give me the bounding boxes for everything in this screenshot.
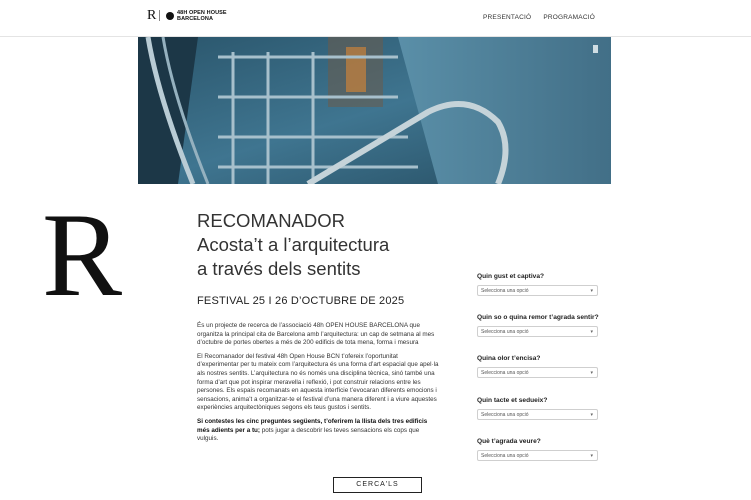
question-label: Quin so o quina remor t’agrada sentir? xyxy=(477,314,599,321)
question-touch xyxy=(477,396,599,420)
question-label: Quina olor t’encisa? xyxy=(477,355,541,362)
intro-text xyxy=(197,322,439,449)
question-label: Quin gust et captiva? xyxy=(477,273,545,280)
main-nav xyxy=(483,14,595,21)
page-title xyxy=(197,209,389,281)
smell-select[interactable] xyxy=(477,367,598,378)
logo-letter[interactable]: R xyxy=(147,8,157,23)
chevron-down-icon: ▾ xyxy=(590,288,593,294)
cta-paragraph xyxy=(197,418,439,444)
nav-programacio[interactable]: PROGRAMACIÓ xyxy=(543,14,595,21)
intro-paragraph-2: El Recomanador del festival 48h Open House BCN t’ofereix l’oportunitat d’experimentar per tu mateix com l’arquitectura és una forma d’art espacial que apel·la als nostres sentits. L’arquitectura no és només una disciplina tècnica, sinó també una forma d’art que pot inspirar meravella i reflexió, i pot construir relacions entre les persones. Els espais recomanats en aquesta interfície t’evocaran diferents emocions i sensacions, anima’t a organitzar-te el festival d’una manera diferent i a viure aquestes experiències arquitectòniques segons els teus gustos i sentits. xyxy=(197,352,439,412)
logo-separator xyxy=(159,10,160,21)
question-smell xyxy=(477,354,599,378)
chevron-down-icon: ▾ xyxy=(590,412,593,418)
touch-select[interactable] xyxy=(477,409,598,420)
nav-presentacio[interactable]: PRESENTACIÓ xyxy=(483,14,532,21)
open-house-logo-icon[interactable] xyxy=(166,12,174,20)
title-line-1: RECOMANADOR xyxy=(197,210,346,231)
cta-rest: pots jugar a descobrir les teves sensacions els cops que vulguis. xyxy=(197,426,420,443)
question-label: Què t’agrada veure? xyxy=(477,438,541,445)
title-line-3: a través dels sentits xyxy=(197,258,361,279)
search-buildings-button[interactable]: CERCA'LS xyxy=(333,477,422,493)
select-placeholder: Selecciona una opció xyxy=(481,329,529,335)
festival-dates: FESTIVAL 25 I 26 D’OCTUBRE DE 2025 xyxy=(197,295,405,307)
org-line-1: 48H OPEN HOUSE xyxy=(177,10,227,16)
staircase-handrail-photo xyxy=(138,37,611,184)
cta-bold: Si contestes les cinc preguntes següents, t’oferirem la llista dels tres edificis més adients per a tu; xyxy=(197,417,428,434)
question-label: Quin tacte et sedueix? xyxy=(477,397,548,404)
select-placeholder: Selecciona una opció xyxy=(481,370,529,376)
question-sound xyxy=(477,313,599,337)
recomanador-big-letter: R xyxy=(42,188,123,321)
question-taste xyxy=(477,272,599,296)
sight-select[interactable] xyxy=(477,450,598,461)
select-placeholder: Selecciona una opció xyxy=(481,412,529,418)
taste-select[interactable] xyxy=(477,285,598,296)
intro-paragraph-1: És un projecte de recerca de l’associació 48h OPEN HOUSE BARCELONA que organitza la principal cita de Barcelona amb l’arquitectura: un cap de setmana al mes d’octubre de portes obertes a més de 200 edificis de tota mena, forma i mesura xyxy=(197,322,435,347)
site-header xyxy=(0,0,751,37)
select-placeholder: Selecciona una opció xyxy=(481,288,529,294)
chevron-down-icon: ▾ xyxy=(590,370,593,376)
select-placeholder: Selecciona una opció xyxy=(481,453,529,459)
chevron-down-icon: ▾ xyxy=(590,453,593,459)
title-line-2: Acosta’t a l’arquitectura xyxy=(197,234,390,255)
org-line-2: BARCELONA xyxy=(177,16,214,22)
chevron-down-icon: ▾ xyxy=(590,329,593,335)
organization-logo-text[interactable] xyxy=(177,10,227,22)
question-sight xyxy=(477,437,599,461)
sound-select[interactable] xyxy=(477,326,598,337)
hero-image xyxy=(138,37,611,184)
